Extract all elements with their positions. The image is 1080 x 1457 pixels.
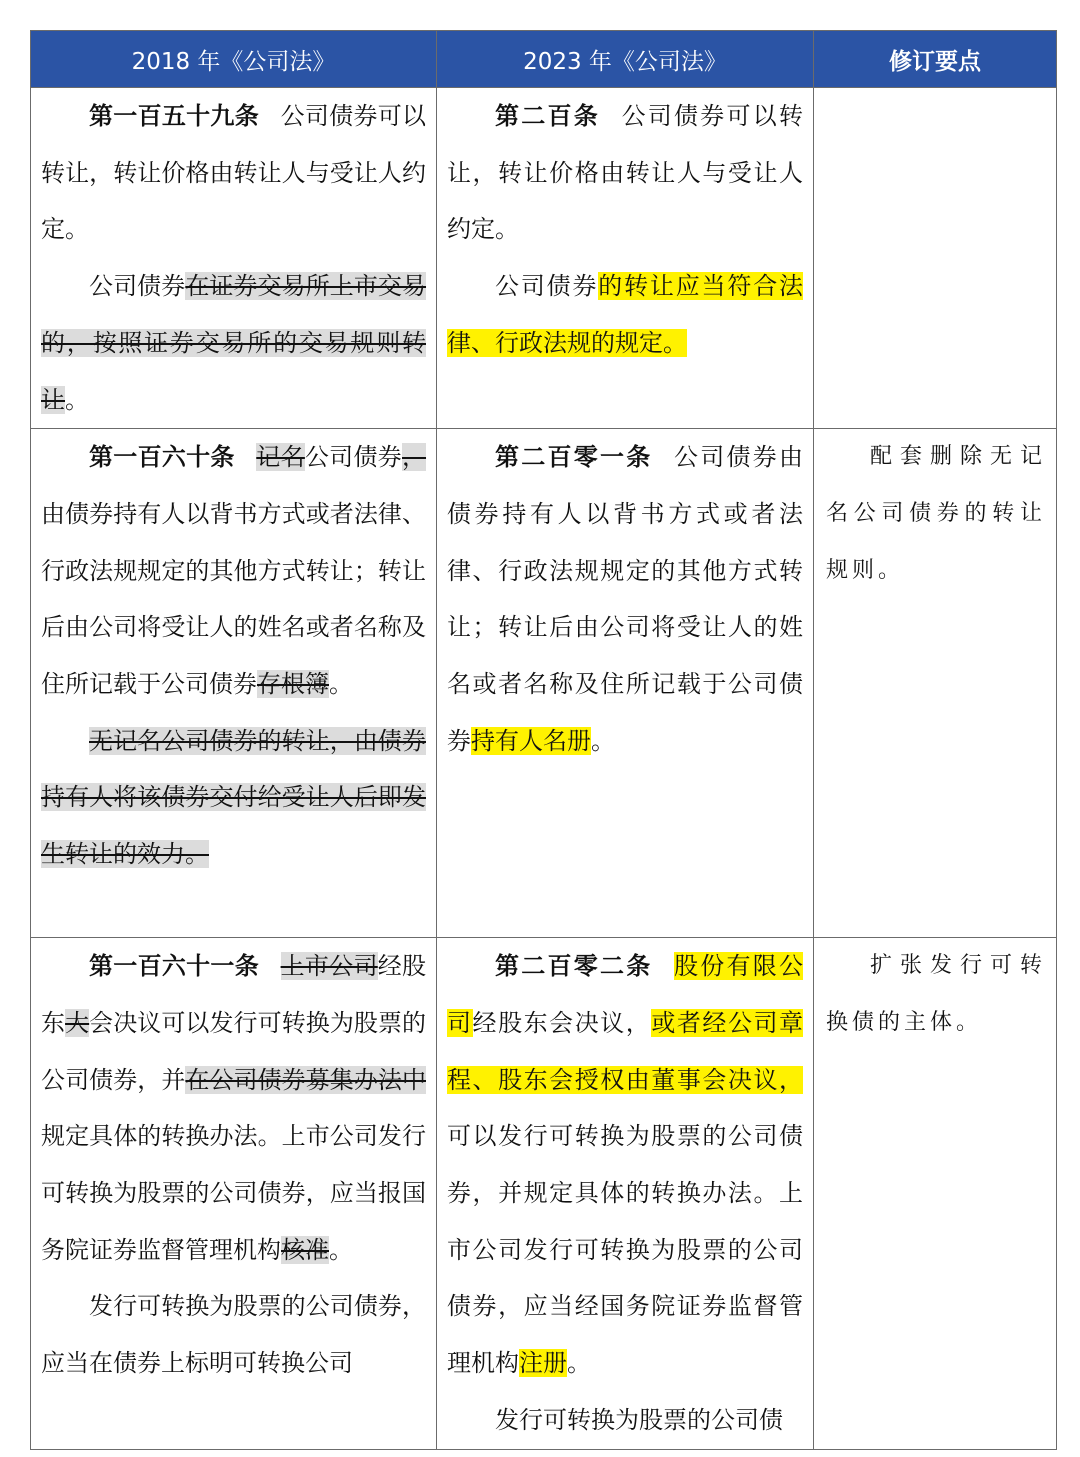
revision-note-cell: [814, 429, 1057, 938]
text: 发行可转换为股票的公司债: [495, 1405, 783, 1434]
new-law-cell: [437, 938, 814, 1449]
revision-note: 配套删除无记名公司债券的转让规则。: [826, 444, 1046, 583]
text: 公司债券可以转让，转让价格由转让人与受让人约定。: [41, 102, 427, 244]
deleted-text: 无记名公司债券的转让，由债券持有人将该债券交付给受让人后即发生转让的效力。: [41, 726, 426, 869]
text: 。: [65, 385, 89, 414]
paragraph: [41, 938, 426, 1278]
text: 规定具体的转换办法。上市公司发行可转换为股票的公司债券，应当报国务院证券监督管理机构: [41, 1122, 426, 1264]
paragraph: [447, 258, 803, 371]
revision-note-cell: [814, 88, 1057, 429]
text: 经股东会决议，: [472, 1008, 652, 1037]
table-row: [31, 938, 1057, 1449]
revision-note: 扩张发行可转换债的主体。: [826, 953, 1046, 1035]
article-number: 第一百五十九条: [89, 102, 259, 130]
text: 公司债券由债券持有人以背书方式或者法律、行政法规规定的其他方式转让；转让后由公司将受让人的姓名或者名称及住所记载于公司债券: [447, 443, 804, 755]
text: 公司债券: [304, 443, 403, 472]
header-row: [31, 31, 1057, 88]
article-number: 第一百六十条: [89, 443, 235, 472]
paragraph: [41, 1278, 426, 1391]
table-row: [31, 88, 1057, 429]
article-number: 第二百条: [495, 102, 600, 130]
added-text: 或者经公司章程、股东会授权由董事会决议，: [447, 1008, 803, 1094]
paragraph: [41, 429, 426, 713]
deleted-text: 在证券交易所上市交易的，按照证券交易所的交易规则转让: [41, 272, 427, 414]
text: 公司债券: [495, 272, 599, 301]
added-text: 的转让应当符合法律、行政法规的规定。: [447, 272, 804, 357]
header-2023: 2023 年《公司法》: [437, 31, 814, 88]
paragraph: [41, 258, 426, 428]
text: 公司债券: [89, 272, 186, 301]
added-text: 注册: [519, 1349, 567, 1378]
deleted-text: 上市公司: [280, 952, 378, 981]
deleted-text: ，: [402, 443, 427, 472]
added-text: 持有人名册: [471, 726, 591, 755]
deleted-text: 核准: [281, 1235, 329, 1264]
header-notes: 修订要点: [814, 31, 1057, 88]
deleted-text: 存根簿: [257, 670, 329, 699]
deleted-text: 大: [65, 1008, 90, 1037]
paragraph: [447, 1392, 803, 1449]
article-number: 第一百六十一条: [89, 952, 259, 981]
revision-note-cell: [814, 938, 1057, 1449]
new-law-cell: [437, 88, 814, 429]
deleted-text: 记名: [256, 443, 305, 472]
text: 可以发行可转换为股票的公司债券，并规定具体的转换办法。上市公司发行可转换为股票的公司债券，应当经国务院证券监督管理机构: [447, 1122, 803, 1378]
text: 经股东: [41, 952, 426, 1037]
old-law-cell: [31, 88, 437, 429]
paragraph: [447, 88, 803, 258]
text: 。: [591, 726, 615, 755]
article-number: 第二百零一条: [495, 443, 653, 472]
text: 由债券持有人以背书方式或者法律、行政法规规定的其他方式转让；转让后由公司将受让人的姓名或者名称及住所记载于公司债券: [41, 499, 426, 699]
new-law-cell: [437, 429, 814, 938]
text: 公司债券可以转让，转让价格由转让人与受让人约定。: [447, 102, 804, 244]
article-number: 第二百零二条: [495, 952, 653, 981]
text: 发行可转换为股票的公司债券，应当在债券上标明可转换公司: [41, 1292, 426, 1378]
header-2018: 2018 年《公司法》: [31, 31, 437, 88]
text: 。: [329, 670, 353, 699]
paragraph: [41, 88, 426, 258]
text: 。: [567, 1349, 591, 1378]
comparison-table: [30, 30, 1057, 1450]
paragraph: [447, 429, 803, 769]
text: 。: [329, 1235, 353, 1264]
table-row: [31, 429, 1057, 938]
deleted-text: 在公司债券募集办法中: [185, 1065, 426, 1094]
paragraph: [447, 938, 803, 1392]
paragraph: [41, 713, 426, 883]
added-text: 股份有限公司: [447, 952, 803, 1037]
old-law-cell: [31, 938, 437, 1449]
text: 会决议可以发行可转换为股票的公司债券，并: [41, 1008, 426, 1094]
old-law-cell: [31, 429, 437, 938]
